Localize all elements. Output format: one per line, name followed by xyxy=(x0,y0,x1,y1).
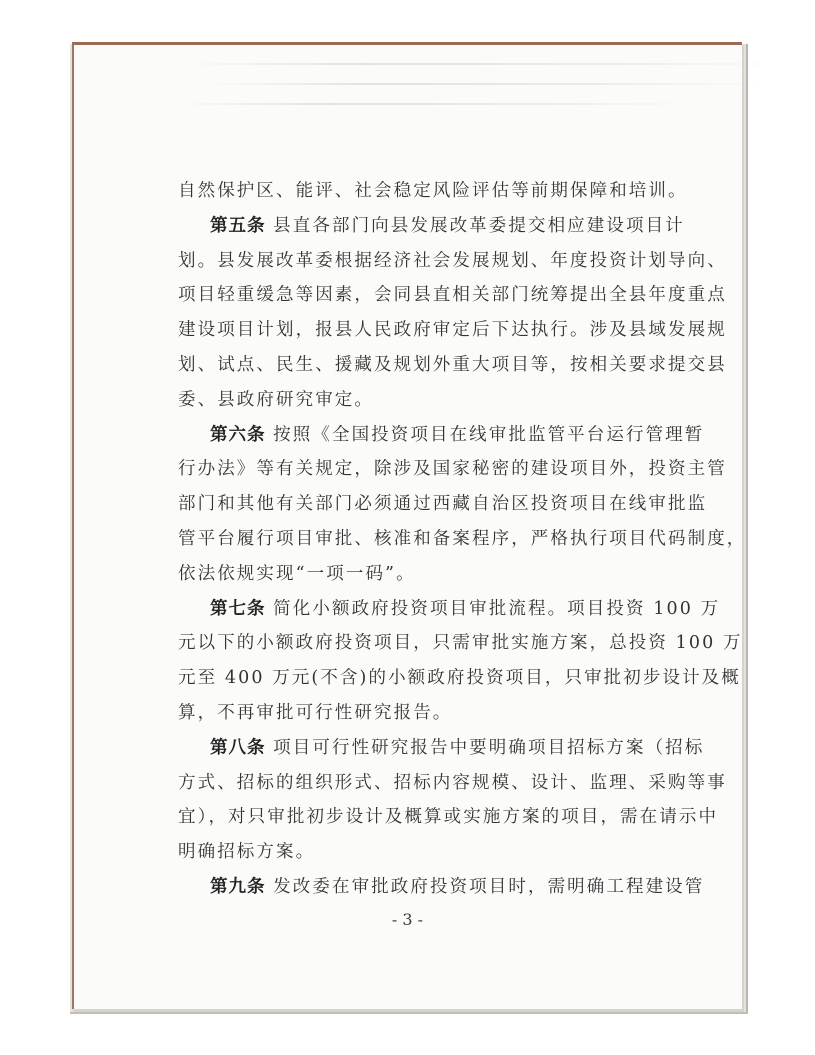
line-text: 明确招标方案。 xyxy=(178,842,316,863)
paragraph-first-line xyxy=(178,418,705,453)
line-text: 宜），对只审批初步设计及概算或实施方案的项目，需在请示中 xyxy=(178,807,719,828)
text-line xyxy=(178,626,743,661)
paragraph-first-line xyxy=(178,209,685,244)
line-text: 划、试点、民生、援藏及规划外重大项目等，按相关要求提交县 xyxy=(178,354,727,375)
line-text: 委、县政府研究审定。 xyxy=(178,389,374,410)
text-line xyxy=(178,835,668,870)
text-line xyxy=(178,522,747,557)
line-text: 按照《全国投资项目在线审批监管平台运行管理暂 xyxy=(273,424,705,445)
document-body xyxy=(178,174,747,905)
text-line xyxy=(178,313,727,348)
line-text: 建设项目计划，报县人民政府审定后下达执行。涉及县域发展规 xyxy=(178,320,727,341)
line-text: 项目轻重缓急等因素，会同县直相关部门统筹提出全县年度重点 xyxy=(178,285,727,306)
line-text: 发改委在审批政府投资项目时，需明确工程建设管 xyxy=(273,876,705,897)
line-text: 行办法》等有关规定，除涉及国家秘密的建设项目外，投资主管 xyxy=(178,459,727,480)
text-line xyxy=(178,383,668,418)
text-line xyxy=(178,278,727,313)
text-line xyxy=(178,800,719,835)
line-text: 简化小额政府投资项目审批流程。项目投资 100 万 xyxy=(273,598,721,619)
text-line xyxy=(178,696,668,731)
article-heading: 第七条 xyxy=(210,598,266,619)
article-heading: 第九条 xyxy=(210,876,266,897)
article-heading: 第八条 xyxy=(210,737,266,758)
text-line xyxy=(178,452,727,487)
line-text: 方式、招标的组织形式、招标内容规模、设计、监理、采购等事 xyxy=(178,772,727,793)
text-line xyxy=(178,348,727,383)
paragraph-first-line xyxy=(178,592,721,627)
text-line xyxy=(178,174,688,209)
show-through-line xyxy=(204,83,764,85)
line-text: 县直各部门向县发展改革委提交相应建设项目计 xyxy=(273,215,685,236)
article-heading: 第五条 xyxy=(210,215,266,236)
line-text: 项目可行性研究报告中要明确项目招标方案（招标 xyxy=(273,737,705,758)
line-text: 划。县发展改革委根据经济社会发展规划、年度投资计划导向、 xyxy=(178,250,727,271)
text-line xyxy=(178,557,668,592)
line-text: 自然保护区、能评、社会稳定风险评估等前期保障和培训。 xyxy=(178,181,688,201)
article-heading: 第六条 xyxy=(210,424,266,445)
text-line xyxy=(178,661,741,696)
line-text: 依法依规实现“一项一码”。 xyxy=(178,563,416,584)
line-text: 元至 400 万元(不含)的小额政府投资项目，只审批初步设计及概 xyxy=(178,668,741,689)
paragraph-first-line xyxy=(178,731,705,766)
text-line xyxy=(178,487,708,522)
page-number: - 3 - xyxy=(391,910,424,929)
line-text: 管平台履行项目审批、核准和备案程序，严格执行项目代码制度， xyxy=(178,528,747,549)
line-text: 部门和其他有关部门必须通过西藏自治区投资项目在线审批监 xyxy=(178,494,708,515)
line-text: 元以下的小额政府投资项目，只需审批实施方案，总投资 100 万 xyxy=(178,633,743,654)
line-text: 算，不再审批可行性研究报告。 xyxy=(178,702,453,723)
show-through-line xyxy=(174,103,694,105)
show-through-line xyxy=(184,63,784,65)
text-line xyxy=(178,244,727,279)
paragraph-first-line xyxy=(178,870,705,905)
text-line xyxy=(178,766,727,801)
